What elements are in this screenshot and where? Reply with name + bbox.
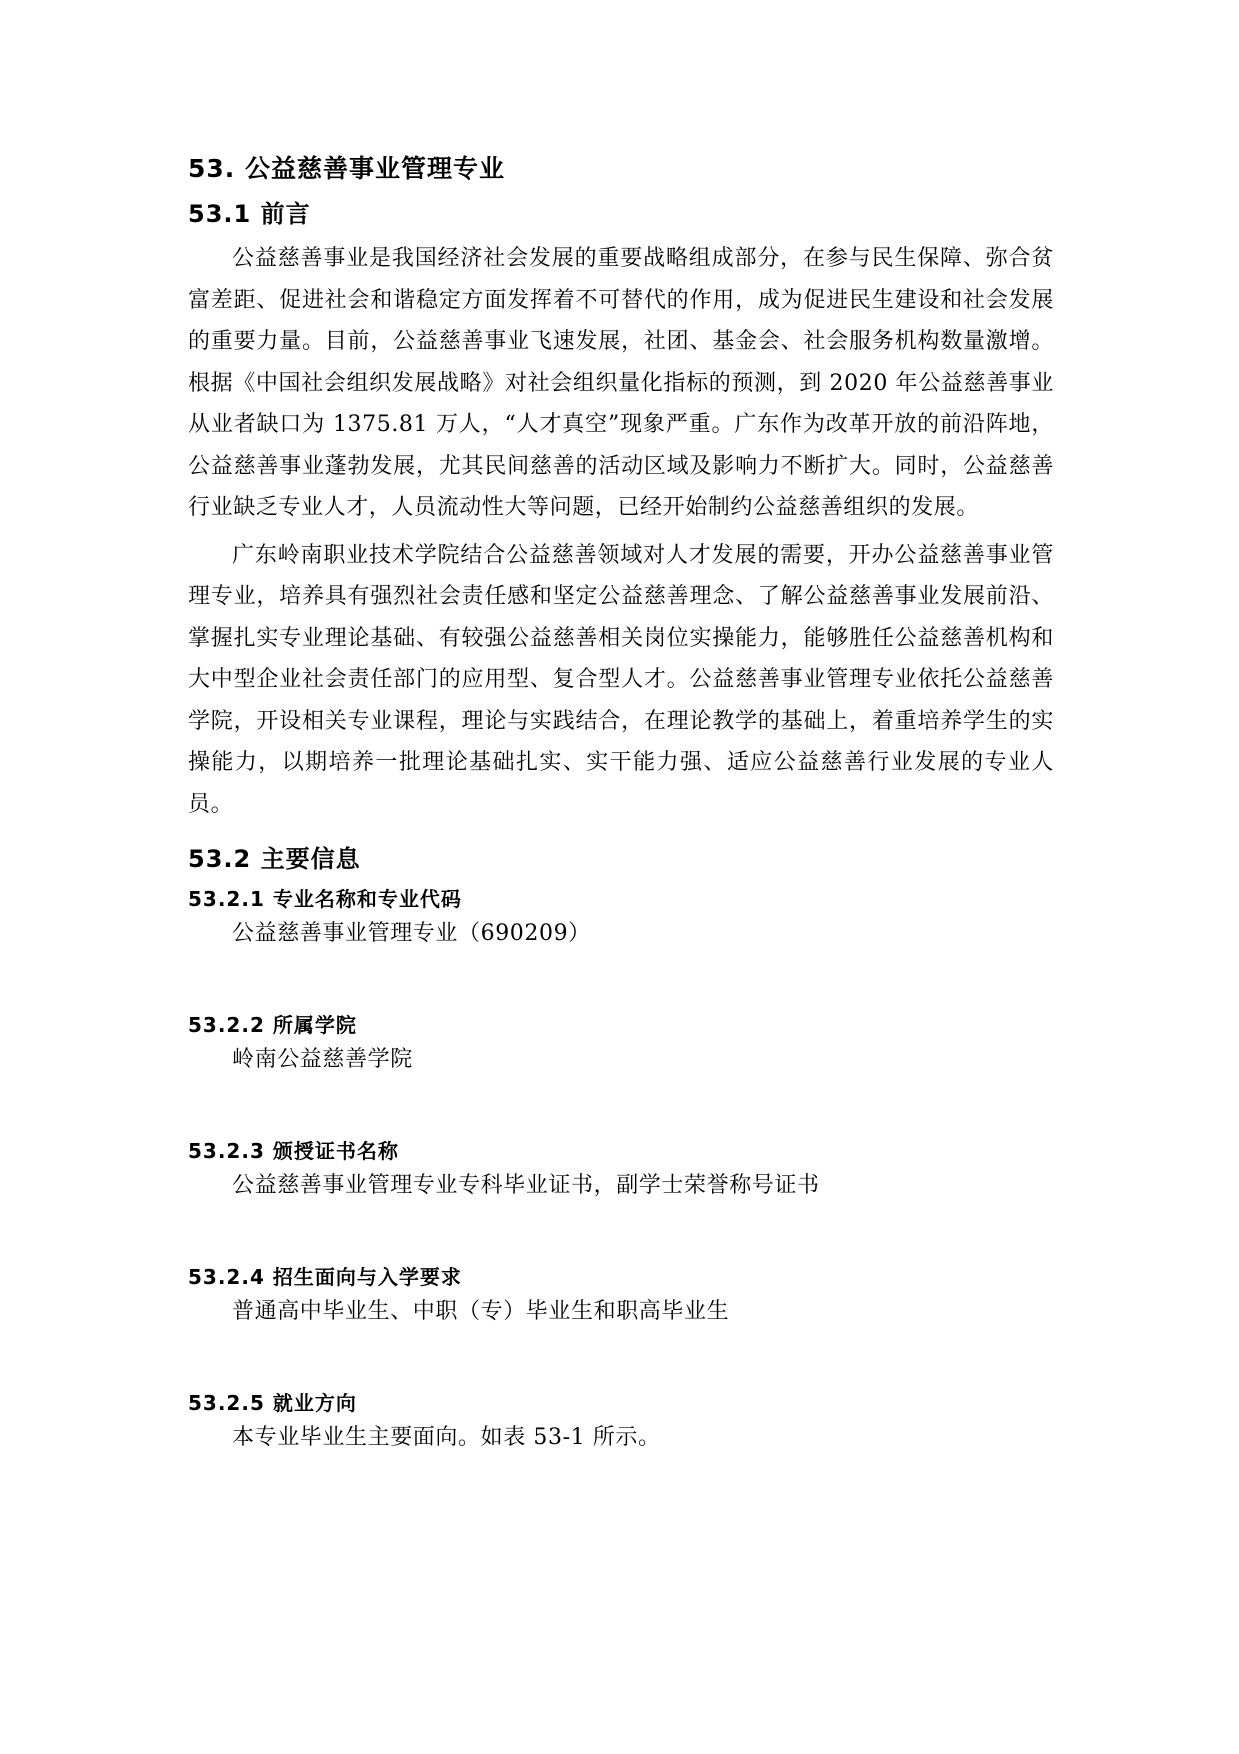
info-item-certificate (188, 1135, 1054, 1205)
info-item-admission (188, 1261, 1054, 1331)
info-item-employment (188, 1387, 1054, 1457)
info-item-college (188, 1009, 1054, 1079)
section-heading-preface: 53.1 前言 (188, 200, 311, 228)
section-heading-main-info: 53.2 主要信息 (188, 845, 361, 873)
subsection-value: 岭南公益慈善学院 (232, 1047, 413, 1072)
subsection-heading: 53.2.2 所属学院 (188, 1013, 357, 1037)
subsection-heading: 53.2.3 颁授证书名称 (188, 1139, 399, 1163)
subsection-heading: 53.2.1 专业名称和专业代码 (188, 887, 462, 911)
info-item-major-name (188, 883, 1054, 953)
document-title: 53. 公益慈善事业管理专业 (188, 154, 505, 183)
subsection-heading: 53.2.4 招生面向与入学要求 (188, 1265, 462, 1289)
subsection-value: 普通高中毕业生、中职（专）毕业生和职高毕业生 (232, 1299, 730, 1324)
subsection-heading: 53.2.5 就业方向 (188, 1391, 357, 1415)
subsection-value: 公益慈善事业管理专业（690209） (232, 921, 591, 946)
document-page (188, 150, 1054, 1457)
preface-paragraph: 公益慈善事业是我国经济社会发展的重要战略组成部分，在参与民生保障、弥合贫富差距、促进社会和谐稳定方面发挥着不可替代的作用，成为促进民生建设和社会发展的重要力量。目前，公益慈善事业飞速发展，社团、基金会、社会服务机构数量激增。根据《中国社会组织发展战略》对社会组织量化指标的预测，到 2020 年公益慈善事业从业者缺口为 1375.81 万人，“人才真空”现象严重。广东作为改革开放的前沿阵地，公益慈善事业蓬勃发展，尤其民间慈善的活动区域及影响力不断扩大。同时，公益慈善行业缺乏专业人才，人员流动性大等问题，已经开始制约公益慈善组织的发展。 (188, 246, 1054, 520)
subsection-value: 公益慈善事业管理专业专科毕业证书，副学士荣誉称号证书 (232, 1173, 820, 1198)
subsection-value: 本专业毕业生主要面向。如表 53-1 所示。 (232, 1425, 661, 1450)
preface-paragraph: 广东岭南职业技术学院结合公益慈善领域对人才发展的需要，开办公益慈善事业管理专业，培养具有强烈社会责任感和坚定公益慈善理念、了解公益慈善事业发展前沿、掌握扎实专业理论基础、有较强公益慈善相关岗位实操能力，能够胜任公益慈善机构和大中型企业社会责任部门的应用型、复合型人才。公益慈善事业管理专业依托公益慈善学院，开设相关专业课程，理论与实践结合，在理论教学的基础上，着重培养学生的实操能力，以期培养一批理论基础扎实、实干能力强、适应公益慈善行业发展的专业人员。 (188, 542, 1054, 817)
